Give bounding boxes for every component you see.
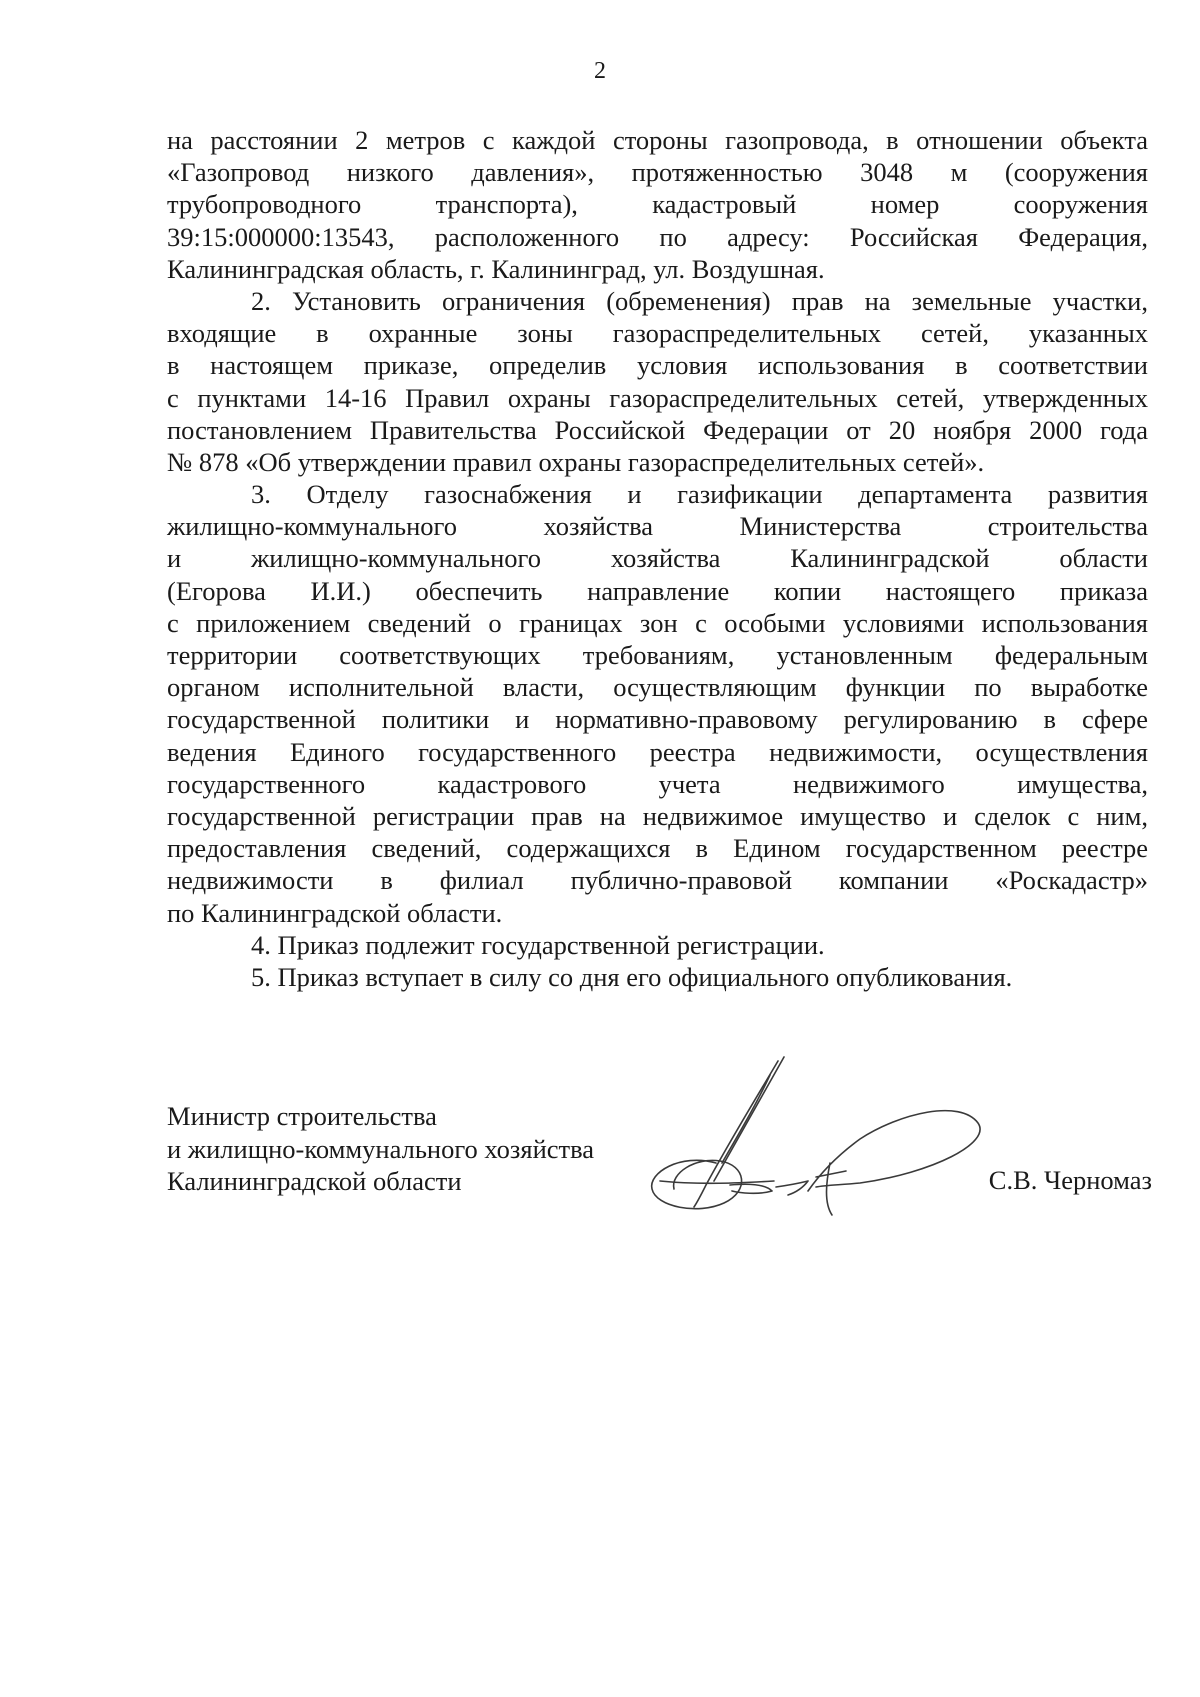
paragraph-3-line-5: с приложением сведений о границах зон с особыми условиями использования xyxy=(167,607,1148,638)
paragraph-3-line-12: предоставления сведений, содержащихся в Едином государственном реестре xyxy=(167,833,1148,864)
paragraph-1-line-1: на расстоянии 2 метров с каждой стороны газопровода, в отношении объекта xyxy=(167,125,1148,155)
paragraph-3-line-8: государственной политики и нормативно-правовому регулированию в сфере xyxy=(167,704,1148,735)
paragraph-3-line-14: по Калининградской области. xyxy=(167,897,503,928)
handwritten-signature xyxy=(640,1055,1040,1225)
signer-name: С.В. Черномаз xyxy=(988,1165,1152,1195)
paragraph-2-line-3: в настоящем приказе, определив условия использования в соответствии xyxy=(167,350,1148,381)
paragraph-5: 5. Приказ вступает в силу со дня его официального опубликования. xyxy=(251,961,1013,992)
position-line-1: Министр строительства xyxy=(167,1101,437,1131)
paragraph-4: 4. Приказ подлежит государственной регистрации. xyxy=(251,929,825,960)
position-line-2: и жилищно-коммунального хозяйства xyxy=(167,1133,595,1164)
signatory-position xyxy=(167,1100,594,1198)
page-number: 2 xyxy=(594,58,606,84)
paragraph-1-line-4: 39:15:000000:13543, расположенного по адресу: Российская Федерация, xyxy=(167,221,1148,252)
paragraph-3-line-11: государственной регистрации прав на недвижимое имущество и сделок с ним, xyxy=(167,800,1148,831)
paragraph-2-line-4: с пунктами 14-16 Правил охраны газораспределительных сетей, утвержденных xyxy=(167,382,1148,413)
paragraph-3-line-7: органом исполнительной власти, осуществляющим функции по выработке xyxy=(167,672,1148,703)
paragraph-2-line-5: постановлением Правительства Российской Федерации от 20 ноября 2000 года xyxy=(167,414,1148,445)
document-body xyxy=(167,124,1148,993)
paragraph-3-line-9: ведения Единого государственного реестра недвижимости, осуществления xyxy=(167,736,1148,767)
paragraph-3-line-6: территории соответствующих требованиям, установленным федеральным xyxy=(167,640,1148,670)
paragraph-1-line-5: Калининградская область, г. Калининград, ул. Воздушная. xyxy=(167,253,825,284)
paragraph-3-line-13: недвижимости в филиал публично-правовой компании «Роскадастр» xyxy=(167,865,1148,896)
paragraph-2-line-2: входящие в охранные зоны газораспределительных сетей, указанных xyxy=(167,318,1148,349)
position-line-3: Калининградской области xyxy=(167,1166,462,1196)
paragraph-2-line-6: № 878 «Об утверждении правил охраны газораспределительных сетей». xyxy=(167,446,985,477)
paragraph-3-line-1: 3. Отделу газоснабжения и газификации департамента развития xyxy=(251,479,1148,510)
paragraph-3-line-3: и жилищно-коммунального хозяйства Калининградской области xyxy=(167,543,1148,574)
paragraph-3-line-10: государственного кадастрового учета недвижимого имущества, xyxy=(167,768,1148,799)
paragraph-3-line-2: жилищно-коммунального хозяйства Министерства строительства xyxy=(167,511,1148,542)
paragraph-1-line-2: «Газопровод низкого давления», протяженностью 3048 м (сооружения xyxy=(167,157,1148,188)
paragraph-1-line-3: трубопроводного транспорта), кадастровый номер сооружения xyxy=(167,189,1148,220)
paragraph-2-line-1: 2. Установить ограничения (обременения) прав на земельные участки, xyxy=(251,285,1148,316)
paragraph-3-line-4: (Егорова И.И.) обеспечить направление копии настоящего приказа xyxy=(167,575,1148,606)
